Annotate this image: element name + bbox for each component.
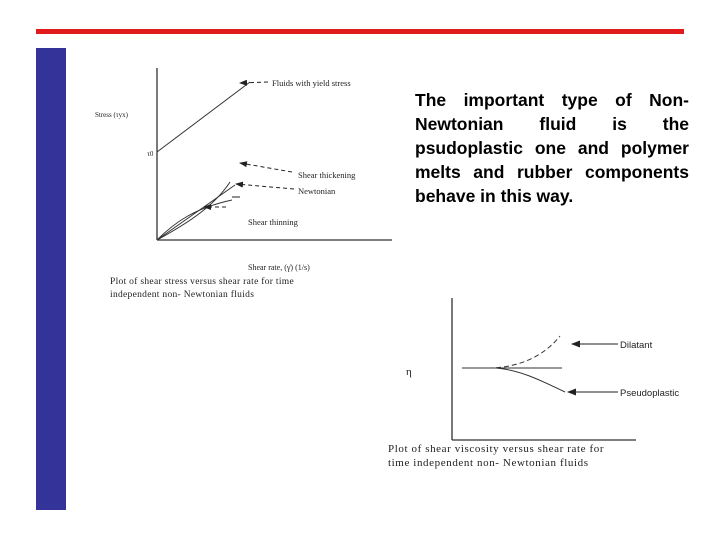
label-newtonian: Newtonian: [298, 186, 336, 196]
label-dilatant: Dilatant: [620, 340, 653, 351]
figure1-caption-line1: Plot of shear stress versus shear rate for time: [110, 277, 294, 287]
label-shear-thinning: Shear thinning: [248, 217, 298, 227]
label-pseudoplastic: Pseudoplastic: [620, 388, 680, 399]
label-shear-thickening: Shear thickening: [298, 170, 356, 180]
curve-dilatant: [488, 336, 560, 368]
eta-axis-label: η: [406, 366, 412, 378]
curve-pseudoplastic: [496, 368, 565, 392]
x-axis-label: Shear rate, (γ̇) (1/s): [248, 263, 310, 272]
description-text: The important type of Non-Newtonian fluid is the psudoplastic one and polymer melts and rubber components behave in this way.: [415, 90, 689, 206]
label-yield-stress: Fluids with yield stress: [272, 78, 351, 88]
figure2-caption-line2: time independent non- Newtonian fluids: [388, 457, 589, 469]
figure2-caption-line1: Plot of shear viscosity versus shear rate for: [388, 443, 605, 455]
yield-stress-tick: τ0: [147, 150, 154, 158]
figure1-caption-line2: independent non- Newtonian fluids: [110, 290, 255, 300]
y-axis-label: Stress (τyx): [95, 111, 128, 119]
figure2-caption: [388, 442, 658, 470]
